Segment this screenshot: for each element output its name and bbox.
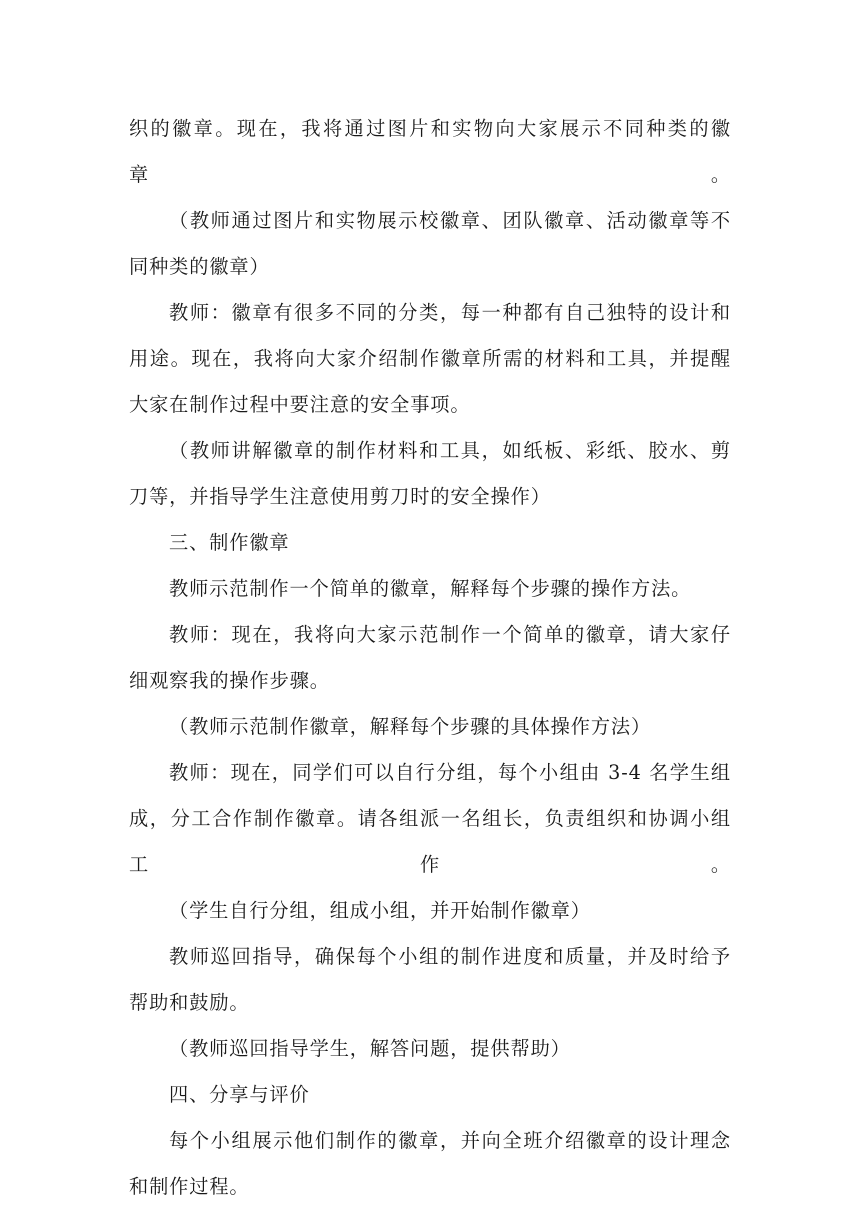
- section-heading: 三、制作徽章: [169, 531, 290, 554]
- paragraph: 织的徽章。现在，我将通过图片和实物向大家展示不同种类的徽章。: [129, 117, 731, 186]
- paragraph: 每个小组展示他们制作的徽章，并向全班介绍徽章的设计理念和制作过程。: [129, 1129, 731, 1198]
- paragraph: 教师：徽章有很多不同的分类，每一种都有自己独特的设计和用途。现在，我将向大家介绍制作徽章所需的材料和工具，并提醒大家在制作过程中要注意的安全事项。: [129, 301, 731, 416]
- paragraph: 教师示范制作一个简单的徽章，解释每个步骤的操作方法。: [169, 577, 692, 600]
- paragraph: 教师：现在，我将向大家示范制作一个简单的徽章，请大家仔细观察我的操作步骤。: [129, 623, 731, 692]
- paragraph: （教师巡回指导学生，解答问题，提供帮助）: [169, 1037, 571, 1060]
- paragraph: （教师讲解徽章的制作材料和工具，如纸板、彩纸、胶水、剪刀等，并指导学生注意使用剪刀时的安全操作）: [129, 439, 731, 508]
- paragraph: 教师：现在，同学们可以自行分组，每个小组由 3-4 名学生组成，分工合作制作徽章。请各组派一名组长，负责组织和协调小组工作。: [129, 761, 731, 876]
- paragraph: 教师巡回指导，确保每个小组的制作进度和质量，并及时给予帮助和鼓励。: [129, 945, 731, 1014]
- paragraph: （学生自行分组，组成小组，并开始制作徽章）: [169, 899, 591, 922]
- section-heading: 四、分享与评价: [169, 1083, 310, 1106]
- paragraph: （教师示范制作徽章，解释每个步骤的具体操作方法）: [169, 715, 652, 738]
- paragraph: （教师通过图片和实物展示校徽章、团队徽章、活动徽章等不同种类的徽章）: [129, 209, 731, 278]
- document-body: [129, 106, 731, 1210]
